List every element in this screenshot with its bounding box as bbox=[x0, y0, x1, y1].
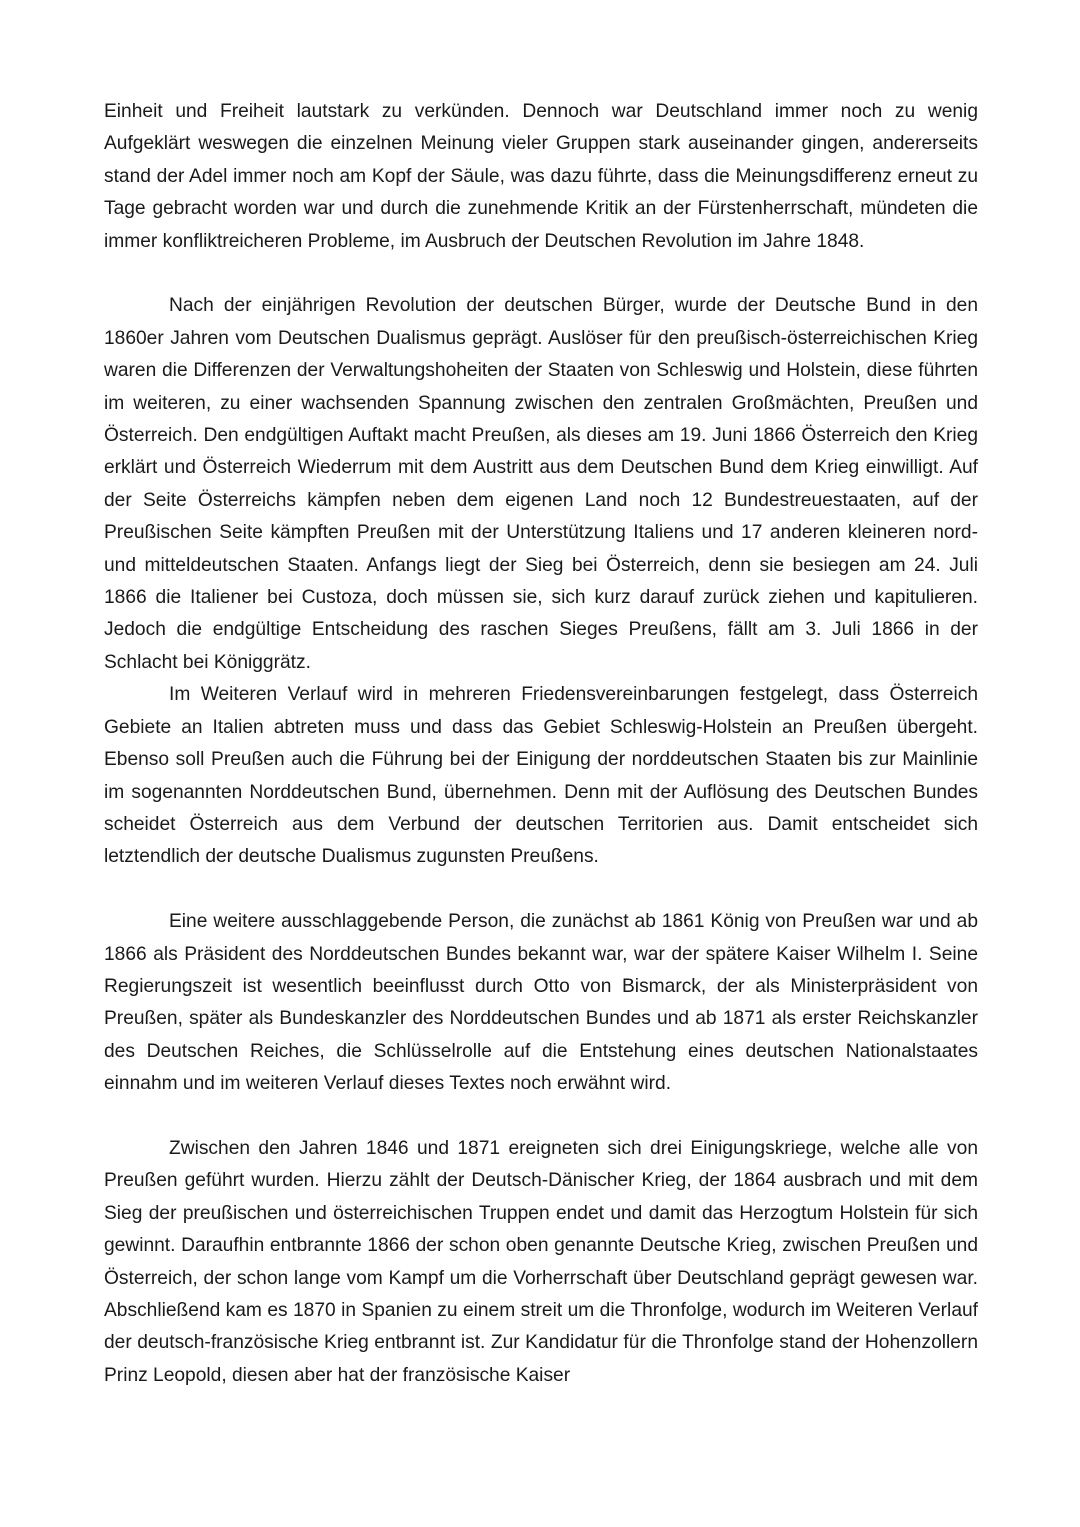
paragraph-einigungskriege: Zwischen den Jahren 1846 und 1871 ereigneten sich drei Einigungskriege, welche alle von Preußen geführt wurden. Hierzu zählt der Deutsch-Dänischer Krieg, der 1864 ausbrach und mit dem Sieg der preußischen und österreichischen Truppen endet und damit das Herzogtum Holstein für sich gewinnt. Daraufhin entbrannte 1866 der schon oben genannte Deutsche Krieg, zwischen Preußen und Österreich, der schon lange vom Kampf um die Vorherrschaft über Deutschland geprägt gewesen war. Abschließend kam es 1870 in Spanien zu einem streit um die Thronfolge, wodurch im Weiteren Verlauf der deutsch-französische Krieg entbrannt ist. Zur Kandidatur für die Thronfolge stand der Hohenzollern Prinz Leopold, diesen aber hat der französische Kaiser bbox=[104, 1137, 978, 1386]
text-column bbox=[104, 96, 978, 1392]
paragraph-wilhelm-bismarck: Eine weitere ausschlaggebende Person, die zunächst ab 1861 König von Preußen war und ab 1866 als Präsident des Norddeutschen Bundes bekannt war, war der spätere Kaiser Wilhelm I. Seine Regierungszeit ist wesentlich beeinflusst durch Otto von Bismarck, der als Ministerpräsident von Preußen, später als Bundeskanzler des Norddeutschen Bundes und ab 1871 als erster Reichskanzler des Deutschen Reiches, die Schlüsselrolle auf die Entstehung eines deutschen Nationalstaates einnahm und im weiteren Verlauf dieses Textes noch erwähnt wird. bbox=[104, 911, 978, 1095]
paragraph-dualismus: Nach der einjährigen Revolution der deutschen Bürger, wurde der Deutsche Bund in den 1860er Jahren vom Deutschen Dualismus geprägt. Auslöser für den preußisch-österreichischen Krieg waren die Differenzen der Verwaltungshoheiten der Staaten von Schleswig und Holstein, diese führten im weiteren, zu einer wachsenden Spannung zwischen den zentralen Großmächten, Preußen und Österreich. Den endgültigen Auftakt macht Preußen, als dieses am 19. Juni 1866 Österreich den Krieg erklärt und Österreich Wiederrum mit dem Austritt aus dem Deutschen Bund dem Krieg einwilligt. Auf der Seite Österreichs kämpfen neben dem eigenen Land noch 12 Bundestreuestaaten, auf der Preußischen Seite kämpften Preußen mit der Unterstützung Italiens und 17 anderen kleineren nord- und mitteldeutschen Staaten. Anfangs liegt der Sieg bei Österreich, denn sie besiegen am 24. Juli 1866 die Italiener bei Custoza, doch müssen sie, sich kurz darauf zurück ziehen und kapitulieren. Jedoch die endgültige Entscheidung des raschen Sieges Preußens, fällt am 3. Juli 1866 in der Schlacht bei Königgrätz. bbox=[104, 295, 978, 673]
paragraph-friedensvereinbarungen: Im Weiteren Verlauf wird in mehreren Friedensvereinbarungen festgelegt, dass Österreich Gebiete an Italien abtreten muss und dass das Gebiet Schleswig-Holstein an Preußen übergeht. Ebenso soll Preußen auch die Führung bei der Einigung der norddeutschen Staaten bis zur Mainlinie im sogenannten Norddeutschen Bund, übernehmen. Denn mit der Auflösung des Deutschen Bundes scheidet Österreich aus dem Verbund der deutschen Territorien aus. Damit entscheidet sich letztendlich der deutsche Dualismus zugunsten Preußens. bbox=[104, 684, 978, 868]
paragraph-revolution-1848: Einheit und Freiheit lautstark zu verkünden. Dennoch war Deutschland immer noch zu wenig Aufgeklärt weswegen die einzelnen Meinung vieler Gruppen stark auseinander gingen, andererseits stand der Adel immer noch am Kopf der Säule, was dazu führte, dass die Meinungsdifferenz erneut zu Tage gebracht worden war und durch die zunehmende Kritik an der Fürstenherrschaft, mündeten die immer konfliktreicheren Probleme, im Ausbruch der Deutschen Revolution im Jahre 1848. bbox=[104, 101, 978, 252]
